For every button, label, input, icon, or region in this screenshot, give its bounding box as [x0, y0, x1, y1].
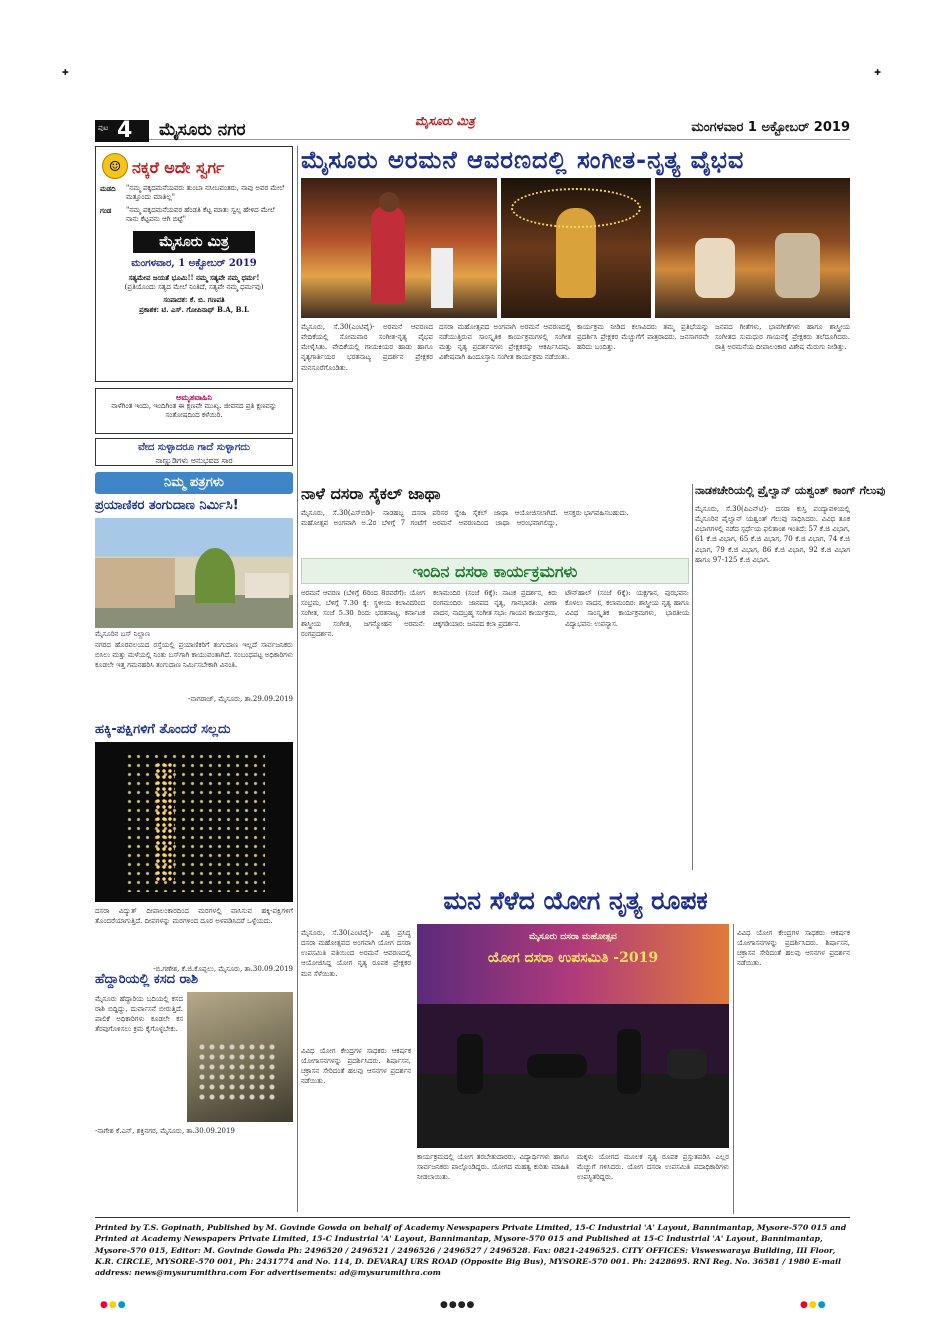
- programs-col-3: ಟೌನ್‌ಹಾಲ್ (ಸಂಜೆ 6ಕ್ಕೆ): ಯಕ್ಷಗಾನ, ಪುರಭವನ: ಕೊಳಲು ವಾದನ, ಕಲಾಮಂದಿರ: ಶಾಸ್ತ್ರೀಯ ನೃತ್ಯ ಹಾಗೂ ವಿವಿಧ ಸಾಂಸ್ಕೃತಿಕ ಕಾರ್ಯಕ್ರಮಗಳು, ಭಾರತೀಯ ವಿದ್ಯಾಭವನ: ಉಪನ್ಯಾಸ.: [565, 589, 689, 628]
- letter-3: [95, 972, 293, 1135]
- dancer-photo: [501, 178, 651, 318]
- motto-note: (ಪ್ರತಿಯೊಂದು ಸತ್ಯದ ಮೇಲೆ ನಿಂತಿದೆ, ಸತ್ಯವೇ ನಮ್ಮ ಧರ್ಮವು): [124, 282, 264, 291]
- nakkare-box: [95, 146, 293, 382]
- letter-1-body: ನಗರದ ಹೊರವಲಯದ ರಸ್ತೆಯಲ್ಲಿ ಪ್ರಯಾಣಿಕರಿಗೆ ತಂಗುದಾಣ ಇಲ್ಲದೆ ಸಾರ್ವಜನಿಕರು ಬಿಸಿಲು ಮತ್ತು ಮಳೆಯಲ್ಲಿ ನಿಂತು ಬಸ್‌ಗಾಗಿ ಕಾಯುವಂತಾಗಿದೆ. ಸಂಬಂಧಪಟ್ಟ ಅಧಿಕಾರಿಗಳು ಕೂಡಲೇ ಇತ್ತ ಗಮನಹರಿಸಿ ತಂಗುದಾಣ ನಿರ್ಮಿಸಬೇಕಾಗಿ ವಿನಂತಿ.: [95, 641, 293, 670]
- publisher-line: ಪ್ರಕಾಶಕ: ಟಿ. ಎಸ್. ಗೋಪಿನಾಥ್ B.A, B.L: [139, 304, 249, 314]
- wrestling-story: ಮೈಸೂರು, ಸೆ.30(ಪಿಎನ್‌ಟಿ)- ದಸರಾ ಕುಸ್ತಿ ಪಂದ್ಯಾವಳಿಯಲ್ಲಿ ಮೈಸೂರಿನ ಪೈಲ್ವಾನ್ ಯಶ್ವಂತ್ ಗೆಲುವು ಸಾಧಿಸಿದರು. ವಿವಿಧ ತೂಕ ವಿಭಾಗಗಳಲ್ಲಿ ನಡೆದ ಸ್ಪರ್ಧೆಯ ಫಲಿತಾಂಶ ಇಂತಿದೆ: 57 ಕೆ.ಜಿ ವಿಭಾಗ, 61 ಕೆ.ಜಿ ವಿಭಾಗ, 65 ಕೆ.ಜಿ ವಿಭಾಗ, 70 ಕೆ.ಜಿ ವಿಭಾಗ, 74 ಕೆ.ಜಿ ವಿಭಾಗ, 79 ಕೆ.ಜಿ ವಿಭಾಗ, 86 ಕೆ.ಜಿ ವಿಭಾಗ, 92 ಕೆ.ಜಿ ವಿಭಾಗ ಹಾಗೂ 97-125 ಕೆ.ಜಿ ವಿಭಾಗ.: [695, 505, 850, 564]
- yoga-banner-subtitle: ಮೈಸೂರು ದಸರಾ ಮಹೋತ್ಸವ: [529, 932, 617, 942]
- main-headline: ಮೈಸೂರು ಅರಮನೆ ಆವರಣದಲ್ಲಿ ಸಂಗೀತ-ನೃತ್ಯ ವೈಭವ: [301, 146, 745, 174]
- letter-2: [95, 722, 293, 973]
- amrutha-text: ನಾಳೆಗಿಂತ ಇಂದು, ಇಂದಿಗಿಂತ ಈ ಕ್ಷಣವೇ ಮುಖ್ಯ. ಜೀವನದ ಪ್ರತಿ ಕ್ಷಣವನ್ನು ಸಂತೋಷದಿಂದ ಕಳೆಯಿರಿ.: [111, 402, 277, 420]
- page-number: 4: [117, 118, 133, 143]
- letter-1-signature: -ನಾಗರಾಜ್, ಮೈಸೂರು, ತಾ.29.09.2019: [188, 695, 293, 703]
- speaker-label: ಗಂಡ: [100, 205, 112, 215]
- proverb-box: [95, 438, 293, 466]
- garbage-heap-photo: [187, 992, 293, 1122]
- letter-3-signature: -ನಾಗೇಶ ಕೆ.ಎನ್, ಶಕ್ತಿನಗರ, ಮೈಸೂರು, ತಾ.30.09.2019: [95, 1127, 235, 1135]
- musicians-photo: [655, 178, 850, 318]
- registration-mark: ✚: [62, 68, 71, 77]
- issue-date: ಮಂಗಳವಾರ 1 ಅಕ್ಟೋಬರ್ 2019: [691, 120, 850, 135]
- cycle-headline: ನಾಳೆ ದಸರಾ ಸೈಕಲ್ ಜಾಥಾ: [301, 484, 441, 503]
- main-story-col-3: ಕಾರ್ಯಕ್ರಮ ನೀಡಿದ ಕಲಾವಿದರು ತಮ್ಮ ಪ್ರತಿಭೆಯನ್ನು ಪ್ರದರ್ಶಿಸಿ ಪ್ರೇಕ್ಷಕರ ಮೆಚ್ಚುಗೆಗೆ ಪಾತ್ರರಾದರು. ಜನಸಾಗರವೇ ಹರಿದು ಬಂದಿತ್ತು.: [577, 323, 709, 352]
- mini-date: ಮಂಗಳವಾರ, 1 ಅಕ್ಟೋಬರ್ 2019: [131, 257, 257, 269]
- page-number-box: [95, 120, 149, 142]
- wrestling-headline: ನಾಡಕಚೇರಿಯಲ್ಲಿ ಪ್ರೈಲ್ವಾನ್ ಯಶ್ವಂತ್ ಕಾಂಗ್ ಗೆಲುವು: [695, 484, 886, 497]
- letter-2-body: ದಸರಾ ವಿದ್ಯುತ್ ದೀಪಾಲಂಕಾರದಿಂದ ಮರಗಳಲ್ಲಿ ವಾಸಿಸುವ ಹಕ್ಕಿ-ಪಕ್ಷಿಗಳಿಗೆ ತೊಂದರೆಯಾಗುತ್ತಿದೆ. ದೀಪಗಳನ್ನು ಮರಗಳಿಂದ ದೂರ ಅಳವಡಿಸಿದರೆ ಒಳ್ಳೆಯದು.: [95, 907, 293, 926]
- column-rule: [733, 924, 734, 1214]
- imprint-footer: Printed by T.S. Gopinath, Published by M. Govinde Gowda on behalf of Academy Newspapers Private Limited, 15-C Industrial 'A' Layout, Bannimantap, Mysore-570 015 and Printed at Academy Newspapers Private Limited, 15-C Industrial 'A' Layout, Bannimantap, Mysore-570 015 and Published at 15-C Industrial 'A' Layout, Bannimantap, Mysore-570 015, Editor: M. Govinde Gowda Ph: 2496520 / 2496521 / 2496526 / 2496527 / 2496528. Fax: 0821-2496525. CITY OFFICES: Visweswaraya Building, III Floor, K.R. CIRCLE, MYSORE-570 001, Ph: 2431774 and No. 114, D. DEVARAJ URS ROAD (Opposite Big Bus), MYSORE-570 001. Ph: 2428695. RNI Reg. No. 36581 / 1980 E-mail address: news@mysurumithra.com For advertisements: ad@mysurumithra.com: [95, 1217, 850, 1283]
- main-story-col-2: ದಸರಾ ಮಹೋತ್ಸವದ ಅಂಗವಾಗಿ ಅರಮನೆ ಆವರಣದಲ್ಲಿ ನಡೆಯುತ್ತಿರುವ ಸಾಂಸ್ಕೃತಿಕ ಕಾರ್ಯಕ್ರಮಗಳಲ್ಲಿ ಸಂಗೀತ ಮತ್ತು ನೃತ್ಯ ಪ್ರದರ್ಶನಗಳು ಪ್ರೇಕ್ಷಕರನ್ನು ಆಕರ್ಷಿಸಿದವು. ವಿಶೇಷವಾಗಿ ಹಿಂದೂಸ್ತಾನಿ ಸಂಗೀತ ಕಾರ್ಯಕ್ರಮ ನಡೆಯಿತು.: [439, 323, 571, 362]
- yoga-performance-photo: [417, 924, 729, 1148]
- proverb-title: ವೇದ ಸುಳ್ಳಾದರೂ ಗಾದೆ ಸುಳ್ಳಾಗದು: [138, 442, 250, 453]
- brand-logo: ಮೈಸೂರು ಮಿತ್ರ: [415, 114, 475, 128]
- letter-2-signature: -ಬಿ.ಗಣೇಶ, ಕೆ.ಜಿ.ಕೊಪ್ಪಲು, ಮೈಸೂರು, ತಾ.30.09.2019: [153, 965, 293, 973]
- yoga-banner-title: ಯೋಗ ದಸರಾ ಉಪಸಮಿತಿ -2019: [487, 950, 659, 966]
- speaker-label: ಮಡದಿ: [100, 184, 116, 193]
- joke-line: "ನಮ್ಮ ಪಕ್ಕದಮನೆಯವರ ಹೆಂಡತಿ ಕೆಟ್ಟ ಮಾತು ಸ್ವಲ್ಪ ಹೇಳಿದ ಮೇಲೆ ನಾನು ಕೆಟ್ಟವನು ಆಗಿ ಬಿಟ್ಟೆ": [126, 205, 275, 224]
- amrutha-title: ಅಮೃತವಾಹಿನಿ: [176, 392, 212, 402]
- photo-caption: ಮೈಸೂರಿನ ಬಸ್ ನಿಲ್ದಾಣ: [95, 630, 151, 638]
- letter-2-title: ಹಕ್ಕಿ-ಪಕ್ಷಿಗಳಿಗೆ ತೊಂದರೆ ಸಲ್ಲದು: [95, 722, 231, 737]
- todays-programs-banner: ಇಂದಿನ ದಸರಾ ಕಾರ್ಯಕ್ರಮಗಳು: [301, 558, 689, 584]
- letter-3-body: ಮೈಸೂರು ಹೆದ್ದಾರಿಯ ಬದಿಯಲ್ಲಿ ಕಸದ ರಾಶಿ ಬಿದ್ದಿದ್ದು, ದುರ್ವಾಸನೆ ಬೀರುತ್ತಿದೆ. ಪಾಲಿಕೆ ಅಧಿಕಾರಿಗಳು ಕೂಡಲೇ ಕಸ ತೆರವುಗೊಳಿಸಲು ಕ್ರಮ ಕೈಗೊಳ್ಳಬೇಕು.: [95, 995, 183, 1034]
- motto: ಸತ್ಯಮೇವ ಜಯತೆ ಭೂಮಿ!! ನಮ್ಮ ಸತ್ಯವೇ ನಮ್ಮ ಧರ್ಮ!: [128, 273, 260, 283]
- column-rule: [692, 484, 693, 870]
- programs-col-2: ಕಲಾಮಂದಿರ (ಸಂಜೆ 6ಕ್ಕೆ): ನಾಟಕ ಪ್ರದರ್ಶನ, ಕಿರು ರಂಗಮಂದಿರ: ಜಾನಪದ ನೃತ್ಯ, ಗಾನಭಾರತಿ: ವೀಣಾ ವಾದನ, ನಾದಬ್ರಹ್ಮ ಸಂಗೀತ ಸಭಾ: ಗಾಯನ ಕಾರ್ಯಕ್ರಮ, ಚಿಕ್ಕಗಡಿಯಾರ: ಜನಪದ ಕಲಾ ಪ್ರದರ್ಶನ.: [433, 589, 557, 628]
- color-dots: ●●●: [100, 1300, 127, 1310]
- letters-banner: ನಿಮ್ಮ ಪತ್ರಗಳು: [95, 472, 293, 494]
- joke-line: "ನಮ್ಮ ಪಕ್ಕದಮನೆಯವರು ತುಂಬಾ ನಸೀಬವಂತರು, ನಾವು ಅವರ ಮೇಲೆ ಮತ್ತೂಂದು ಮಾತಿಲ್ಲ": [126, 184, 285, 202]
- mini-masthead: ಮೈಸೂರು ಮಿತ್ರ: [133, 231, 255, 253]
- page-label: ಪುಟ: [98, 124, 109, 132]
- yoga-story-col-2: ಕಾರ್ಯಕ್ರಮದಲ್ಲಿ ಯೋಗ ತರಬೇತುದಾರರು, ವಿದ್ಯಾರ್ಥಿಗಳು ಹಾಗೂ ಸಾರ್ವಜನಿಕರು ಪಾಲ್ಗೊಂಡಿದ್ದರು. ಯೋಗದ ಮಹತ್ವ ಕುರಿತು ಮಾಹಿತಿ ನೀಡಲಾಯಿತು.: [417, 1153, 569, 1182]
- letter-3-title: ಹೆದ್ದಾರಿಯಲ್ಲಿ ಕಸದ ರಾಶಿ: [95, 972, 199, 987]
- nakkare-title: ನಕ್ಕರೆ ಅದೇ ಸ್ವರ್ಗ: [132, 158, 225, 177]
- main-story-col-4: ಜನಪದ ಗೀತೆಗಳು, ಭಾವಗೀತೆಗಳು ಹಾಗೂ ಶಾಸ್ತ್ರೀಯ ಸಂಗೀತದ ಸುಮಧುರ ಗಾಯನಕ್ಕೆ ಪ್ರೇಕ್ಷಕರು ತಲೆದೂಗಿದರು. ರಾತ್ರಿ ಅರಮನೆಯ ದೀಪಾಲಂಕಾರ ವಿಶೇಷ ಮೆರುಗು ನೀಡಿತ್ತು.: [715, 323, 850, 352]
- newspaper-page: [95, 112, 886, 1284]
- amrutha-box: [95, 388, 293, 434]
- yoga-headline: ಮನ ಸೆಳೆದ ಯೋಗ ನೃತ್ಯ ರೂಪಕ: [443, 886, 708, 915]
- color-dots: ●●●: [800, 1300, 827, 1310]
- section-title: ಮೈಸೂರು ನಗರ: [159, 120, 246, 140]
- programs-col-1: ಅರಮನೆ ಆವರಣ (ಬೆಳಿಗ್ಗೆ 6ರಿಂದ 8ರವರೆಗೆ): ಯೋಗ ಸಂಭ್ರಮ, ಬೆಳಿಗ್ಗೆ 7.30 ಕ್ಕೆ: ಸ್ಥಳೀಯ ಕಲಾವಿದರಿಂದ ಸಂಗೀತ, ಸಂಜೆ 5.30 ರಿಂದ: ಭರತನಾಟ್ಯ, ಕರ್ನಾಟಕ ಶಾಸ್ತ್ರೀಯ ಸಂಗೀತ, ಜಗನ್ಮೋಹನ ಅರಮನೆ: ರಂಗಪ್ರದರ್ಶನ.: [301, 589, 425, 638]
- yoga-story-col-1: ಮೈಸೂರು, ಸೆ.30(ಎಂಟಿವೈ)- ವಿಶ್ವ ಪ್ರಸಿದ್ಧ ದಸರಾ ಮಹೋತ್ಸವದ ಅಂಗವಾಗಿ ಯೋಗ ದಸರಾ ಉಪಸಮಿತಿ ವತಿಯಿಂದ ಅರಮನೆ ಆವರಣದಲ್ಲಿ ಆಯೋಜಿಸಿದ್ದ ಯೋಗ ನೃತ್ಯ ರೂಪಕ ಪ್ರೇಕ್ಷಕರ ಮನ ಸೆಳೆಯಿತು.: [301, 929, 411, 978]
- masthead: [95, 112, 850, 143]
- yoga-story-col-3: ಮಕ್ಕಳು ಯೋಗದ ಮೂಲಕ ನೃತ್ಯ ರೂಪಕ ಪ್ರಸ್ತುತಪಡಿಸಿ ಎಲ್ಲರ ಮೆಚ್ಚುಗೆ ಗಳಿಸಿದರು. ಯೋಗ ದಸರಾ ಉಪಸಮಿತಿ ಪದಾಧಿಕಾರಿಗಳು ಉಪಸ್ಥಿತರಿದ್ದರು.: [577, 1153, 729, 1182]
- bus-stop-photo: [95, 518, 293, 628]
- column-rule: [297, 146, 298, 1212]
- yoga-story-col-1b: ವಿವಿಧ ಯೋಗ ಕೇಂದ್ರಗಳ ಸಾಧಕರು ಆಕರ್ಷಕ ಯೋಗಾಸನಗಳನ್ನು ಪ್ರದರ್ಶಿಸಿದರು. ಶಿರ್ಷಾಸನ, ಚಕ್ರಾಸನ ಸೇರಿದಂತೆ ಹಲವು ಆಸನಗಳ ಪ್ರದರ್ಶನ ನಡೆಯಿತು.: [301, 1047, 411, 1086]
- main-story-col-1: ಮೈಸೂರು, ಸೆ.30(ಎಂಟಿವೈ)- ಅರಮನೆ ಆವರಣದ ವೇದಿಕೆಯಲ್ಲಿ ಸೋಮವಾರ ಸಂಗೀತ-ನೃತ್ಯ ವೈಭವ ಮೇಳೈಸಿತು. ವೇದಿಕೆಯಲ್ಲಿ ಗಾಯಕಿಯರ ಹಾಡು ಹಾಗೂ ನೃತ್ಯಗಾರ್ತಿಯರ ಭರತನಾಟ್ಯ ಪ್ರದರ್ಶನ ಪ್ರೇಕ್ಷಕರ ಮನಸೂರೆಗೊಂಡಿತು.: [301, 323, 433, 372]
- color-dots: ●●●●: [440, 1300, 476, 1310]
- editor-line: ಸಂಪಾದಕ: ಕೆ. ಬಿ. ಗಣಪತಿ: [163, 295, 225, 305]
- singer-photo: [301, 178, 497, 318]
- laughing-face-icon: ☺: [102, 153, 128, 179]
- letter-1-title: ಪ್ರಯಾಣಿಕರ ತಂಗುದಾಣ ನಿರ್ಮಿಸಿ!: [95, 498, 239, 513]
- cycle-story: ಮೈಸೂರು, ಸೆ.30(ಎಸ್‌ಬಿಡಿ)- ನಾಡಹಬ್ಬ ದಸರಾ ಮಹೋತ್ಸವ ಅಂಗವಾಗಿ ಅ.2ರ ಬೆಳಿಗ್ಗೆ 7 ಗಂಟೆಗೆ ಪರಿಸರ ಸ್ನೇಹಿ ಸೈಕಲ್ ಜಾಥಾ ಆಯೋಜಿಸಲಾಗಿದೆ. ಅರಮನೆ ಆವರಣದಿಂದ ಜಾಥಾ ಆರಂಭವಾಗಲಿದ್ದು, ಆಸಕ್ತರು ಭಾಗವಹಿಸಬಹುದು.: [301, 509, 629, 528]
- illuminated-tree-photo: [95, 742, 293, 902]
- registration-mark: ✚: [874, 68, 883, 77]
- proverb-text: ನಾಣ್ಣುಡಿಗಳು ಅನುಭವದ ಸಾರ: [155, 456, 233, 465]
- yoga-story-col-4: ವಿವಿಧ ಯೋಗ ಕೇಂದ್ರಗಳ ಸಾಧಕರು ಆಕರ್ಷಕ ಯೋಗಾಸನಗಳನ್ನು ಪ್ರದರ್ಶಿಸಿದರು. ಶಿರ್ಷಾಸನ, ಚಕ್ರಾಸನ ಸೇರಿದಂತೆ ಹಲವು ಆಸನಗಳ ಪ್ರದರ್ಶನ ನಡೆಯಿತು.: [737, 929, 850, 968]
- letter-1: [95, 498, 293, 703]
